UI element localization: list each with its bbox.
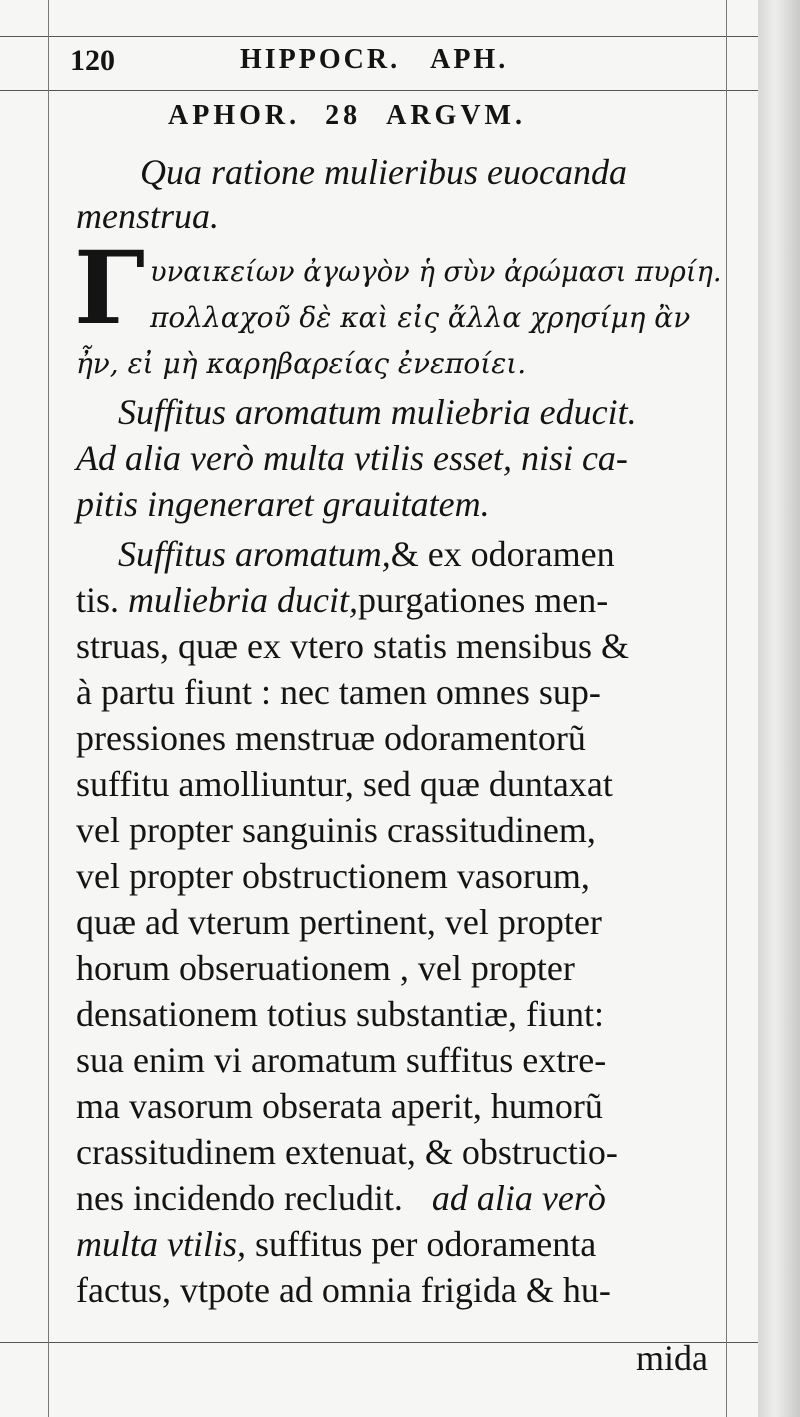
commentary-text: tis. <box>76 580 120 620</box>
commentary-text: purgationes men- <box>358 580 609 620</box>
left-margin-rule <box>48 0 49 1417</box>
commentary-line: horum obseruationem , vel propter <box>76 948 575 988</box>
aphorism-heading <box>168 100 540 132</box>
greek-line: υναικείων ἀγωγὸν ἡ σὺν ἀρώμασι πυρίη. <box>150 255 722 288</box>
lemma-italic: ad alia verò <box>431 1178 606 1218</box>
latin-translation-line: Ad alia verò multa vtilis esset, nisi ca- <box>76 438 628 478</box>
greek-line: ἦν, εἰ μὴ καρηβαρείας ἐνεποίει. <box>76 347 527 380</box>
commentary-line: quæ ad vterum pertinent, vel propter <box>76 902 602 942</box>
argument-label: ARGVM. <box>386 100 526 131</box>
latin-translation-line: pitis ingeneraret grauitatem. <box>76 484 490 524</box>
running-title-part: APH. <box>430 44 509 75</box>
commentary-line: pressiones menstruæ odoramentorũ <box>76 718 586 758</box>
commentary-line: factus, vtpote ad omnia frigida & hu- <box>76 1270 611 1310</box>
top-rule <box>0 36 760 37</box>
argument-line: Qua ratione mulieribus euocanda <box>140 152 627 192</box>
argument-line: menstrua. <box>76 196 219 236</box>
commentary-text: suffitus per odoramenta <box>255 1224 597 1264</box>
commentary-line: struas, quæ ex vtero statis mensibus & <box>76 626 629 666</box>
running-head <box>62 44 722 84</box>
commentary-line: vel propter obstructionem vasorum, <box>76 856 590 896</box>
catchword: mida <box>636 1338 708 1378</box>
commentary-line <box>118 532 615 576</box>
commentary-line: suffitu amolliuntur, sed quæ duntaxat <box>76 764 613 804</box>
commentary-line: sua enim vi aromatum suffitus extre- <box>76 1040 607 1080</box>
commentary-line: à partu fiunt : nec tamen omnes sup- <box>76 672 601 712</box>
page-spine-shadow <box>758 0 800 1417</box>
commentary-line <box>76 578 608 622</box>
commentary-line <box>76 1222 596 1266</box>
aphorism-number: 28 <box>325 100 362 131</box>
header-rule <box>0 90 760 91</box>
greek-line: πολλαχοῦ δὲ καὶ εἰς ἄλλα χρησίμη ἂν <box>150 301 691 334</box>
commentary-line: densationem totius substantiæ, fiunt: <box>76 994 604 1034</box>
commentary-text: & ex odoramen <box>390 534 615 574</box>
commentary-line <box>76 1176 606 1220</box>
lemma-italic: Suffitus aromatum, <box>118 534 391 574</box>
running-title-part: HIPPOCR. <box>240 44 401 75</box>
commentary-text: nes incidendo recludit. <box>76 1178 403 1218</box>
lemma-italic: muliebria ducit, <box>128 580 358 620</box>
greek-dropcap: Γ <box>74 229 145 347</box>
running-title <box>240 44 528 76</box>
commentary-line: crassitudinem extenuat, & obstructio- <box>76 1132 618 1172</box>
commentary-line: vel propter sanguinis crassitudinem, <box>76 810 596 850</box>
latin-translation-line: Suffitus aromatum muliebria educit. <box>118 392 637 432</box>
lemma-italic: multa vtilis, <box>76 1224 246 1264</box>
commentary-line: ma vasorum obserata aperit, humorũ <box>76 1086 603 1126</box>
page-number: 120 <box>70 44 115 77</box>
right-margin-rule <box>726 0 727 1417</box>
aphorism-label: APHOR. <box>168 100 301 131</box>
